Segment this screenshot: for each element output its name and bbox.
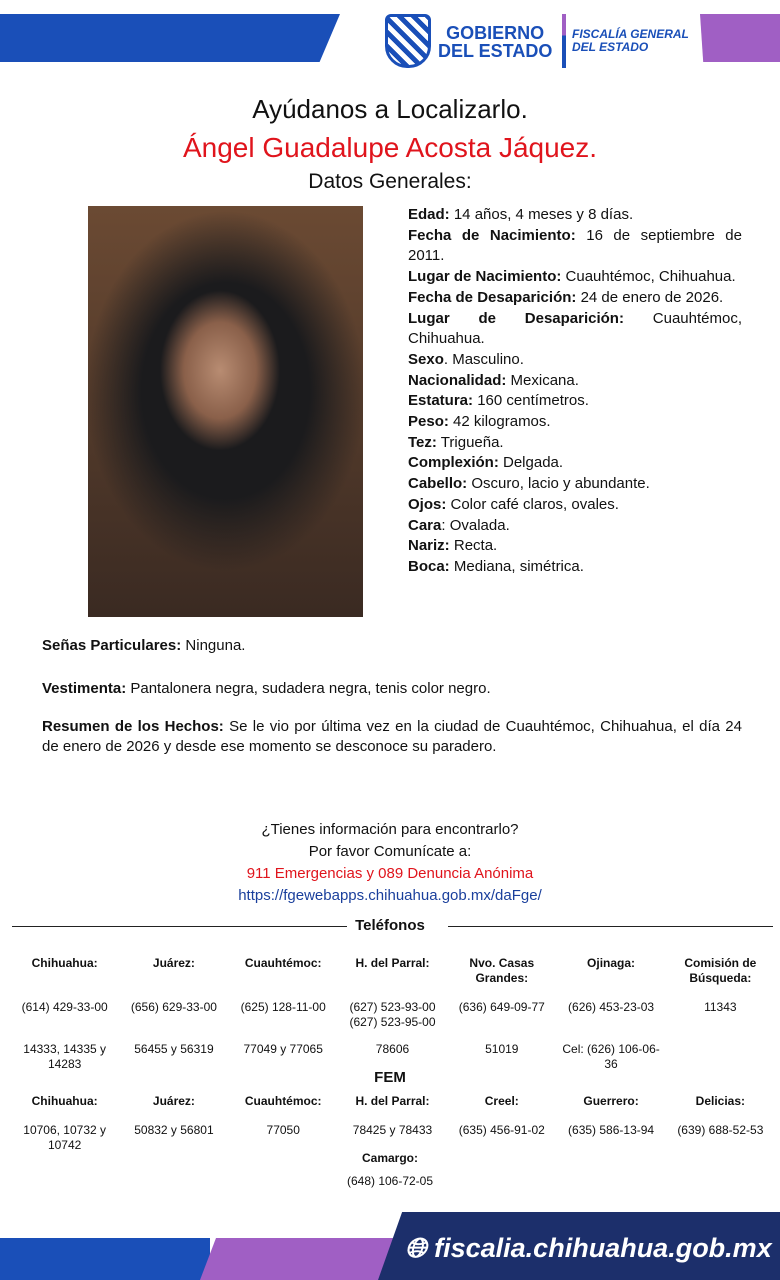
detail-value: Trigueña. (436, 433, 504, 451)
vestimenta-value: Pantalonera negra, sudadera negra, tenis color negro. (126, 680, 491, 697)
table-cell: 77049 y 77065 (243, 1042, 323, 1056)
table-cell: 11343 (704, 1000, 737, 1014)
resumen-value: Se le vio por última vez en la ciudad de Cuauhtémoc, Chihuahua, el día 24 de enero de 2026 y desde ese momento se desconoce su paradero. (42, 718, 742, 755)
detail-label: Edad: (408, 206, 450, 223)
table-cell: (626) 453-23-03 (568, 1000, 655, 1014)
contact-please: Por favor Comunícate a: (308, 843, 472, 860)
detail-label: Nacionalidad: (408, 371, 507, 389)
telefonos-heading: Teléfonos (355, 917, 425, 934)
detail-item (408, 288, 742, 309)
detail-label: Nariz: (408, 537, 450, 555)
footer-url-text: fiscalia.chihuahua.gob.mx (434, 1233, 772, 1263)
table-header-cell: Chihuahua: (31, 956, 98, 970)
detail-value: Mediana, simétrica. (449, 557, 584, 575)
detail-item (408, 391, 742, 412)
table-header-cell: Delicias: (695, 1094, 746, 1108)
table-cell: 50832 y 56801 (134, 1123, 214, 1137)
detail-item (408, 412, 742, 433)
table-cell: 78425 y 78433 (352, 1123, 433, 1137)
detail-label: Cabello: (408, 475, 468, 493)
table-header-cell: H. del Parral: (355, 956, 430, 970)
table-cell: 78606 (375, 1042, 410, 1056)
footer-website[interactable] (405, 1233, 772, 1265)
detail-value: 160 centímetros. (473, 392, 589, 410)
phones-table (10, 956, 775, 1084)
detail-item (408, 495, 742, 516)
detail-item (408, 536, 742, 557)
detail-value: Cuauhtémoc, Chihuahua. (408, 309, 742, 348)
table-header-cell: Juárez: (152, 956, 195, 970)
fem-heading: FEM (374, 1069, 406, 1086)
contact-question: ¿Tienes información para encontrarlo? (261, 821, 519, 838)
detail-item (408, 453, 742, 474)
detail-item (408, 267, 742, 288)
detail-item (408, 371, 742, 392)
detail-label: Ojos: (408, 495, 447, 513)
detail-label: Fecha de Nacimiento: (408, 226, 576, 244)
table-cell: 14333, 14335 y 14283 (23, 1042, 107, 1071)
table-header-cell: Nvo. Casas Grandes: (469, 956, 535, 985)
detail-value: Recta. (449, 537, 498, 555)
page-title: Ayúdanos a Localizarlo. (252, 94, 528, 124)
detail-item (408, 474, 742, 495)
table-header-cell: Ojinaga: (587, 956, 636, 970)
detail-item (408, 205, 742, 226)
camargo-label: Camargo: (361, 1151, 418, 1165)
table-header-cell: Chihuahua: (31, 1094, 98, 1108)
senas-value: Ninguna. (181, 637, 246, 654)
vestimenta-label: Vestimenta: (42, 680, 127, 697)
table-cell: (635) 586-13-94 (568, 1123, 655, 1137)
fiscalia-line2: DEL ESTADO (572, 40, 649, 54)
globe-icon: 🌐︎ (405, 1233, 427, 1263)
table-header-cell: Cuauhtémoc: (244, 956, 322, 970)
vestimenta (42, 679, 742, 699)
fiscalia-line1: FISCALÍA GENERAL (572, 27, 689, 41)
detail-label: Complexión: (408, 454, 499, 472)
detail-label: Fecha de Desaparición: (408, 288, 577, 306)
detail-value: 16 de septiembre de 2011. (408, 226, 742, 265)
detail-label: Lugar de Desaparición: (408, 309, 624, 327)
detail-value: Mexicana. (506, 371, 579, 389)
detail-label: Tez: (408, 433, 437, 451)
table-header-cell: H. del Parral: (355, 1094, 430, 1108)
table-header-cell: Comisión de Búsqueda: (684, 956, 757, 985)
table-cell: 77050 (266, 1123, 300, 1137)
gobierno-logo-text (438, 24, 552, 60)
resumen-hechos (42, 717, 742, 757)
detail-label: Peso: (408, 413, 449, 431)
detail-item (408, 433, 742, 454)
detail-label: Cara (408, 516, 442, 534)
table-header-cell: Cuauhtémoc: (244, 1094, 322, 1108)
senas-label: Señas Particulares: (42, 637, 182, 654)
table-cell: 56455 y 56319 (134, 1042, 214, 1056)
del-estado-text: DEL ESTADO (438, 41, 553, 61)
detail-value: 24 de enero de 2026. (576, 288, 724, 306)
detail-value: . Masculino. (443, 350, 524, 368)
header-purple-bar (700, 14, 780, 62)
camargo-phone: (648) 106-72-05 (346, 1174, 434, 1188)
detail-value: Delgada. (498, 454, 564, 472)
fiscalia-logo-text (572, 28, 689, 54)
table-header-cell: Juárez: (152, 1094, 195, 1108)
gobierno-text: GOBIERNO (446, 23, 545, 43)
contact-link[interactable]: https://fgewebapps.chihuahua.gob.mx/daFge/ (238, 887, 542, 904)
table-header-cell: Creel: (484, 1094, 519, 1108)
table-cell: 10706, 10732 y 10742 (23, 1123, 107, 1152)
detail-label: Sexo (408, 350, 444, 368)
table-cell: Cel: (626) 106-06-36 (562, 1042, 660, 1071)
emergency-numbers: 911 Emergencias y 089 Denuncia Anónima (246, 865, 534, 882)
header-blue-bar (0, 14, 340, 62)
contact-block (0, 819, 780, 907)
footer-purple-bar (200, 1238, 400, 1280)
detail-value: Oscuro, lacio y abundante. (467, 475, 650, 493)
detail-label: Estatura: (408, 392, 474, 410)
table-cell (666, 1042, 775, 1072)
table-cell: (656) 629-33-00 (130, 1000, 217, 1014)
person-name: Ángel Guadalupe Acosta Jáquez. (182, 132, 598, 163)
senas-particulares (42, 636, 742, 656)
state-shield-logo (385, 14, 431, 68)
detail-value: 14 años, 4 meses y 8 días. (449, 206, 634, 223)
table-cell: (635) 456-91-02 (458, 1123, 545, 1137)
resumen-label: Resumen de los Hechos: (42, 718, 224, 735)
detail-value: Cuauhtémoc, Chihuahua. (561, 268, 736, 286)
logo-divider (562, 14, 566, 68)
detail-label: Lugar de Nacimiento: (408, 268, 562, 286)
detail-value: 42 kilogramos. (448, 413, 551, 431)
table-cell: (625) 128-11-00 (240, 1000, 326, 1014)
table-cell: (636) 649-09-77 (458, 1000, 545, 1014)
table-cell: (639) 688-52-53 (677, 1123, 764, 1137)
table-cell: (627) 523-93-00 (627) 523-95-00 (349, 1000, 436, 1029)
person-photo (88, 206, 363, 617)
detail-item (408, 557, 742, 578)
detail-item (408, 226, 742, 267)
table-cell: (614) 429-33-00 (21, 1000, 108, 1014)
section-heading: Datos Generales: (308, 170, 472, 193)
table-header-cell: Guerrero: (583, 1094, 639, 1108)
detail-value: : Ovalada. (441, 516, 510, 534)
detail-item (408, 309, 742, 350)
detail-item (408, 516, 742, 537)
detail-value: Color café claros, ovales. (446, 495, 619, 513)
detail-item (408, 350, 742, 371)
table-cell: 51019 (485, 1042, 519, 1056)
details-list (408, 205, 742, 578)
footer-blue-bar (0, 1238, 210, 1280)
detail-label: Boca: (408, 557, 450, 575)
